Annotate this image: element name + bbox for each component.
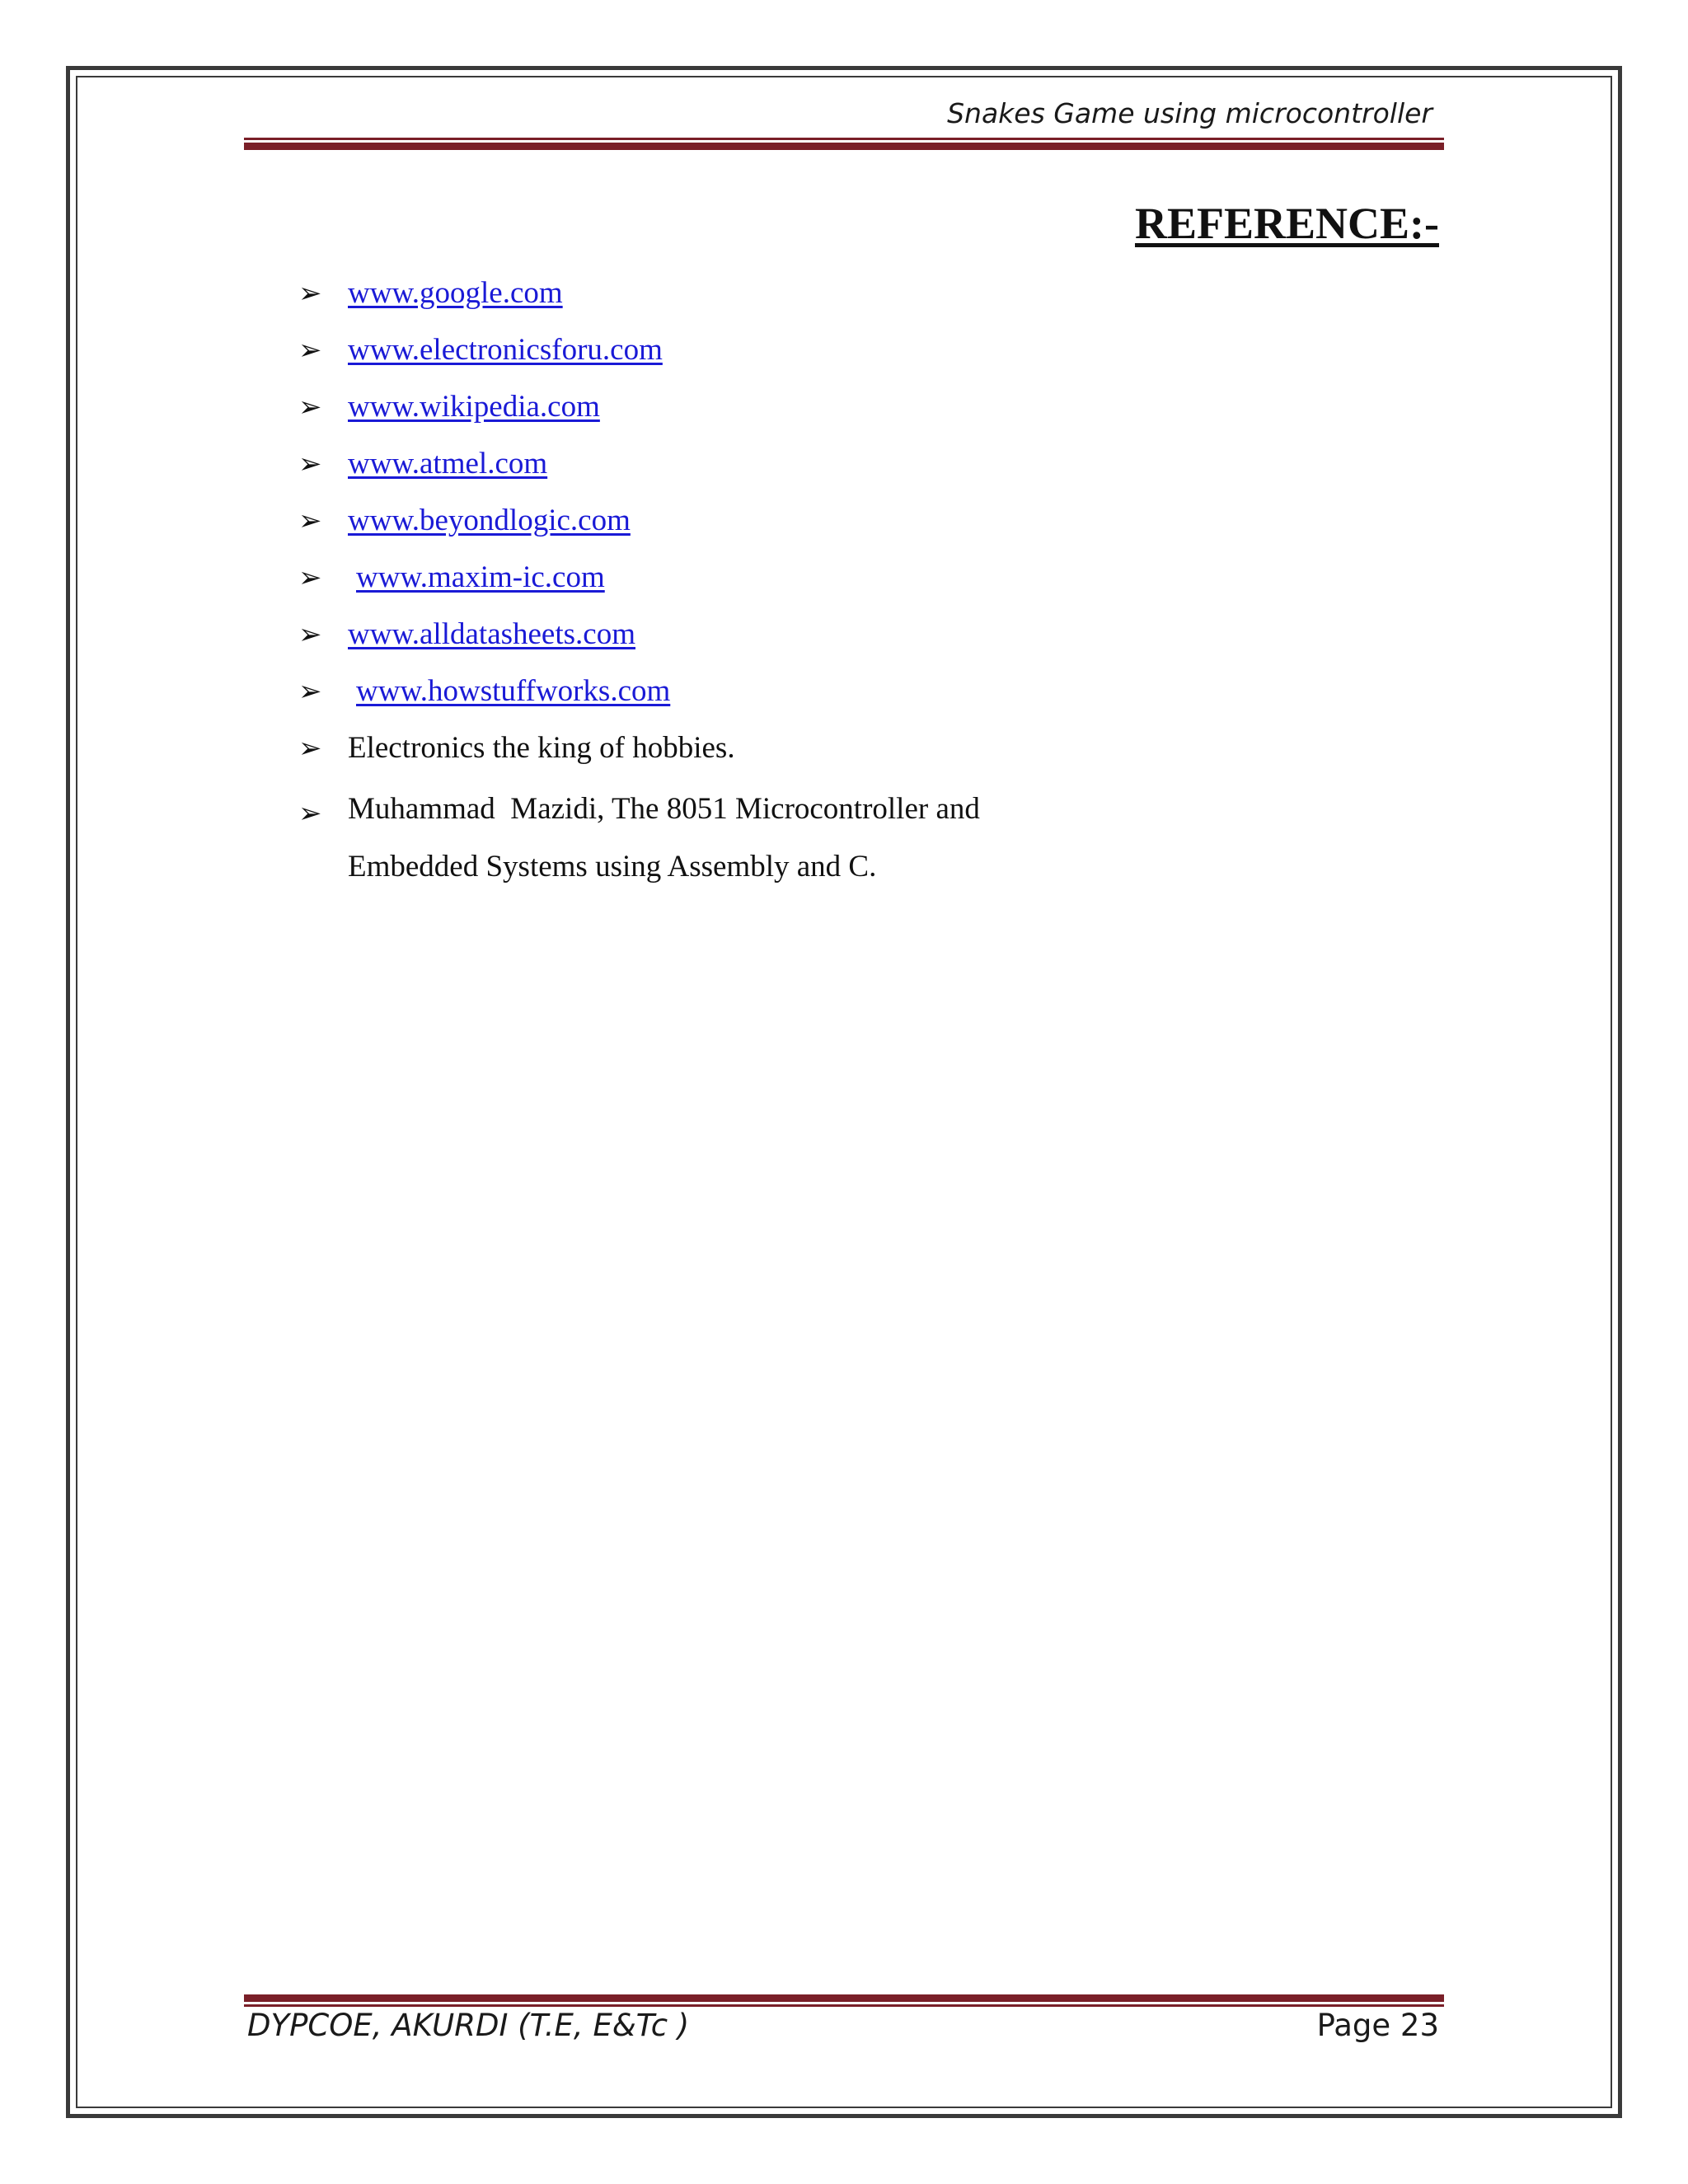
reference-link-google[interactable]: www.google.com [348, 276, 563, 310]
arrow-bullet-icon: ➢ [298, 561, 322, 594]
reference-link-electronicsforu[interactable]: www.electronicsforu.com [348, 333, 663, 367]
arrow-bullet-icon: ➢ [298, 797, 322, 830]
reference-link-maxim-ic[interactable]: www.maxim-ic.com [356, 560, 605, 594]
list-item [298, 553, 1370, 610]
list-item [298, 496, 1370, 553]
arrow-bullet-icon: ➢ [298, 277, 322, 310]
arrow-bullet-icon: ➢ [298, 391, 322, 424]
reference-list [298, 269, 1370, 896]
reference-link-alldatasheets[interactable]: www.alldatasheets.com [348, 617, 635, 651]
arrow-bullet-icon: ➢ [298, 334, 322, 367]
list-item [298, 382, 1370, 439]
list-item [298, 610, 1370, 667]
reference-link-beyondlogic[interactable]: www.beyondlogic.com [348, 504, 631, 537]
footer-rule [244, 1994, 1444, 2007]
header-rule [244, 138, 1444, 150]
reference-book-mazidi: Muhammad Mazidi, The 8051 Microcontroller and [348, 792, 980, 826]
arrow-bullet-icon: ➢ [298, 448, 322, 480]
arrow-bullet-icon: ➢ [298, 504, 322, 537]
arrow-bullet-icon: ➢ [298, 732, 322, 765]
reference-link-howstuffworks[interactable]: www.howstuffworks.com [356, 674, 671, 708]
running-header-title: Snakes Game using microcontroller [947, 97, 1432, 129]
reference-link-wikipedia[interactable]: www.wikipedia.com [348, 390, 600, 424]
list-item [298, 439, 1370, 496]
arrow-bullet-icon: ➢ [298, 618, 322, 651]
reference-book-mazidi-continued: Embedded Systems using Assembly and C. [348, 850, 877, 883]
reference-book-hobbies: Electronics the king of hobbies. [348, 731, 735, 765]
section-heading: REFERENCE:- [1134, 199, 1439, 248]
list-item [298, 667, 1370, 724]
footer-institution: DYPCOE, AKURDI (T.E, E&Tc ) [247, 2008, 690, 2043]
reference-link-atmel[interactable]: www.atmel.com [348, 447, 548, 480]
list-item [298, 326, 1370, 382]
list-item [298, 724, 1370, 780]
arrow-bullet-icon: ➢ [298, 675, 322, 708]
list-item [298, 269, 1370, 326]
list-item [298, 780, 1370, 896]
page-number: Page 23 [1316, 2008, 1439, 2043]
